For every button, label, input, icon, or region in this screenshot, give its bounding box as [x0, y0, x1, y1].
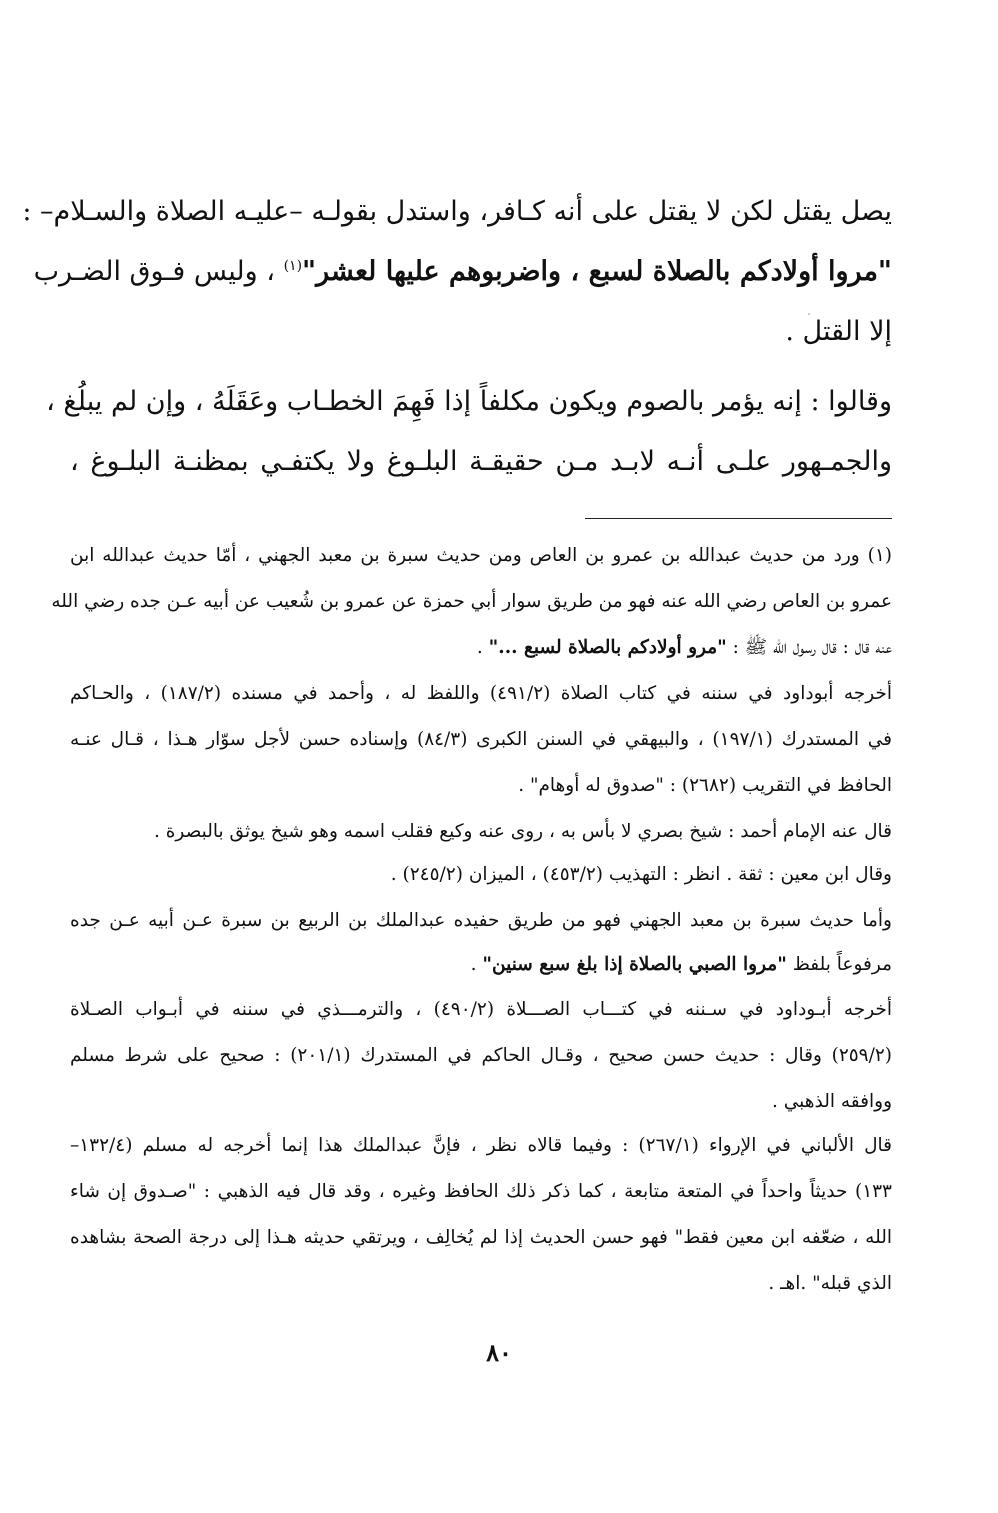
main-line-3: إلا القتل . [785, 316, 892, 347]
footnote-line-10-c: . [470, 954, 483, 975]
footnote-line-12: (٢٥٩/٢) وقال : حديث حسن صحيح ، وقـال الحاكم في المستدرك (٢٠١/١) : صحيح على شرط مسلم [70, 1045, 893, 1066]
main-line-2 [33, 256, 892, 287]
main-line-4: وقالوا : إنه يؤمر بالصوم ويكون مكلفاً إذا فَهِمَ الخطـاب وعَقَلَهُ ، وإن لم يبلُغ ، [46, 386, 892, 417]
footnote-line-17: الذي قبله" .اهـ . [768, 1273, 892, 1294]
footnote-line-7: قال عنه الإمام أحمد : شيخ بصري لا بأس به ، روى عنه وكيع فقلب اسمه وهو شيخ يوثق بالبصرة . [153, 821, 892, 842]
footnote-line-10 [471, 956, 892, 975]
footnote-line-2: عمرو بن العاص رضي الله عنه فهو من طريق سوار أبي حمزة عن عمرو بن شُعيب عن أبيه عـن جده رضي الله [51, 591, 892, 612]
footnote-separator [585, 518, 892, 519]
footnote-line-13: ووافقه الذهبي . [771, 1091, 892, 1112]
page-number: ٨٠ [486, 1338, 512, 1367]
footnote-line-9: وأما حديث سبرة بن معبد الجهني فهو من طريق حفيده عبدالملك بن الربيع بن سبرة عـن أبيه عـن جده [70, 910, 892, 931]
footnote-line-8: وقال ابن معين : ثقة . انظر : التهذيب (٤٥٣/٢) ، الميزان (٢٤٥/٢) . [390, 864, 892, 885]
footnote-line-3-c: . [476, 637, 489, 658]
footnote-line-16: الله ، ضعّفه ابن معين فقط" فهو حسن الحديث إذا لم يُخالِف ، ويرتقي حديثه هـذا إلى درجة الصحة بشاهده [70, 1227, 892, 1248]
footnote-line-4: أخرجه أبوداود في سننه في كتاب الصلاة (٤٩١/٢) واللفظ له ، وأحمد في مسنده (١٨٧/٢) ، والحـاكم [70, 683, 892, 704]
footnote-line-14: قال الألباني في الإرواء (٢٦٧/١) : وفيما قالاه نظر ، فإنَّ عبدالملك هذا إنما أخرجه له مسلم (١٣٢/٤– [70, 1135, 893, 1156]
footnote-line-6: الحافظ في التقريب (٢٦٨٢) : "صدوق له أوهام" . [518, 775, 892, 796]
speck [808, 313, 810, 315]
hadith-quote: "مروا أولادكم بالصلاة لسبع ، واضربوهم عليها لعشر" [302, 256, 892, 287]
footnote-line-1: (١) ورد من حديث عبدالله بن عمرو بن العاص ومن حديث سبرة بن معبد الجهني ، أمّا حديث عبدالله ابن [70, 545, 892, 566]
footnote-line-11: أخرجه أبـوداود في سـننه في كتـــاب الصـــلاة (٤٩٠/٢) ، والترمـــذي في سننه في أبـواب الصـلاة [70, 999, 892, 1020]
footnote-line-15: ١٣٣) حديثاً واحداً في المتعة متابعة ، كما ذكر ذلك الحافظ وغيره ، وقد قال فيه الذهبي : "صـدوق إن شاء [70, 1181, 892, 1202]
main-line-5: والجمـهور علـى أنـه لابـد مـن حقيقـة البلـوغ ولا يكتفـي بمظنـة البلـوغ ، [70, 446, 892, 477]
footnote-line-3 [477, 639, 892, 658]
main-line-2-rest: ، وليس فـوق الضـرب [33, 256, 284, 287]
hadith-quote-short: "مرو أولادكم بالصلاة لسبع ..." [488, 637, 727, 658]
main-line-1: يصل يقتل لكن لا يقتل على أنه كـافر، واستدل بقولـه –عليـه الصلاة والسـلام– : [22, 196, 892, 227]
hadith-quote-sabra: "مروا الصبي بالصلاة إذا بلغ سبع سنين" [482, 954, 787, 975]
footnote-marker: (١) [283, 258, 303, 274]
footnote-line-10-a: مرفوعاً بلفظ [786, 954, 892, 975]
footnote-line-5: في المستدرك (١٩٧/١) ، والبيهقي في السنن الكبرى (٨٤/٣) وإسناده حسن لأجل سوّار هـذا ، قـال عنـه [70, 729, 893, 750]
footnote-line-3-a: عنه قال : قال رسول الله ﷺ : [726, 637, 892, 658]
